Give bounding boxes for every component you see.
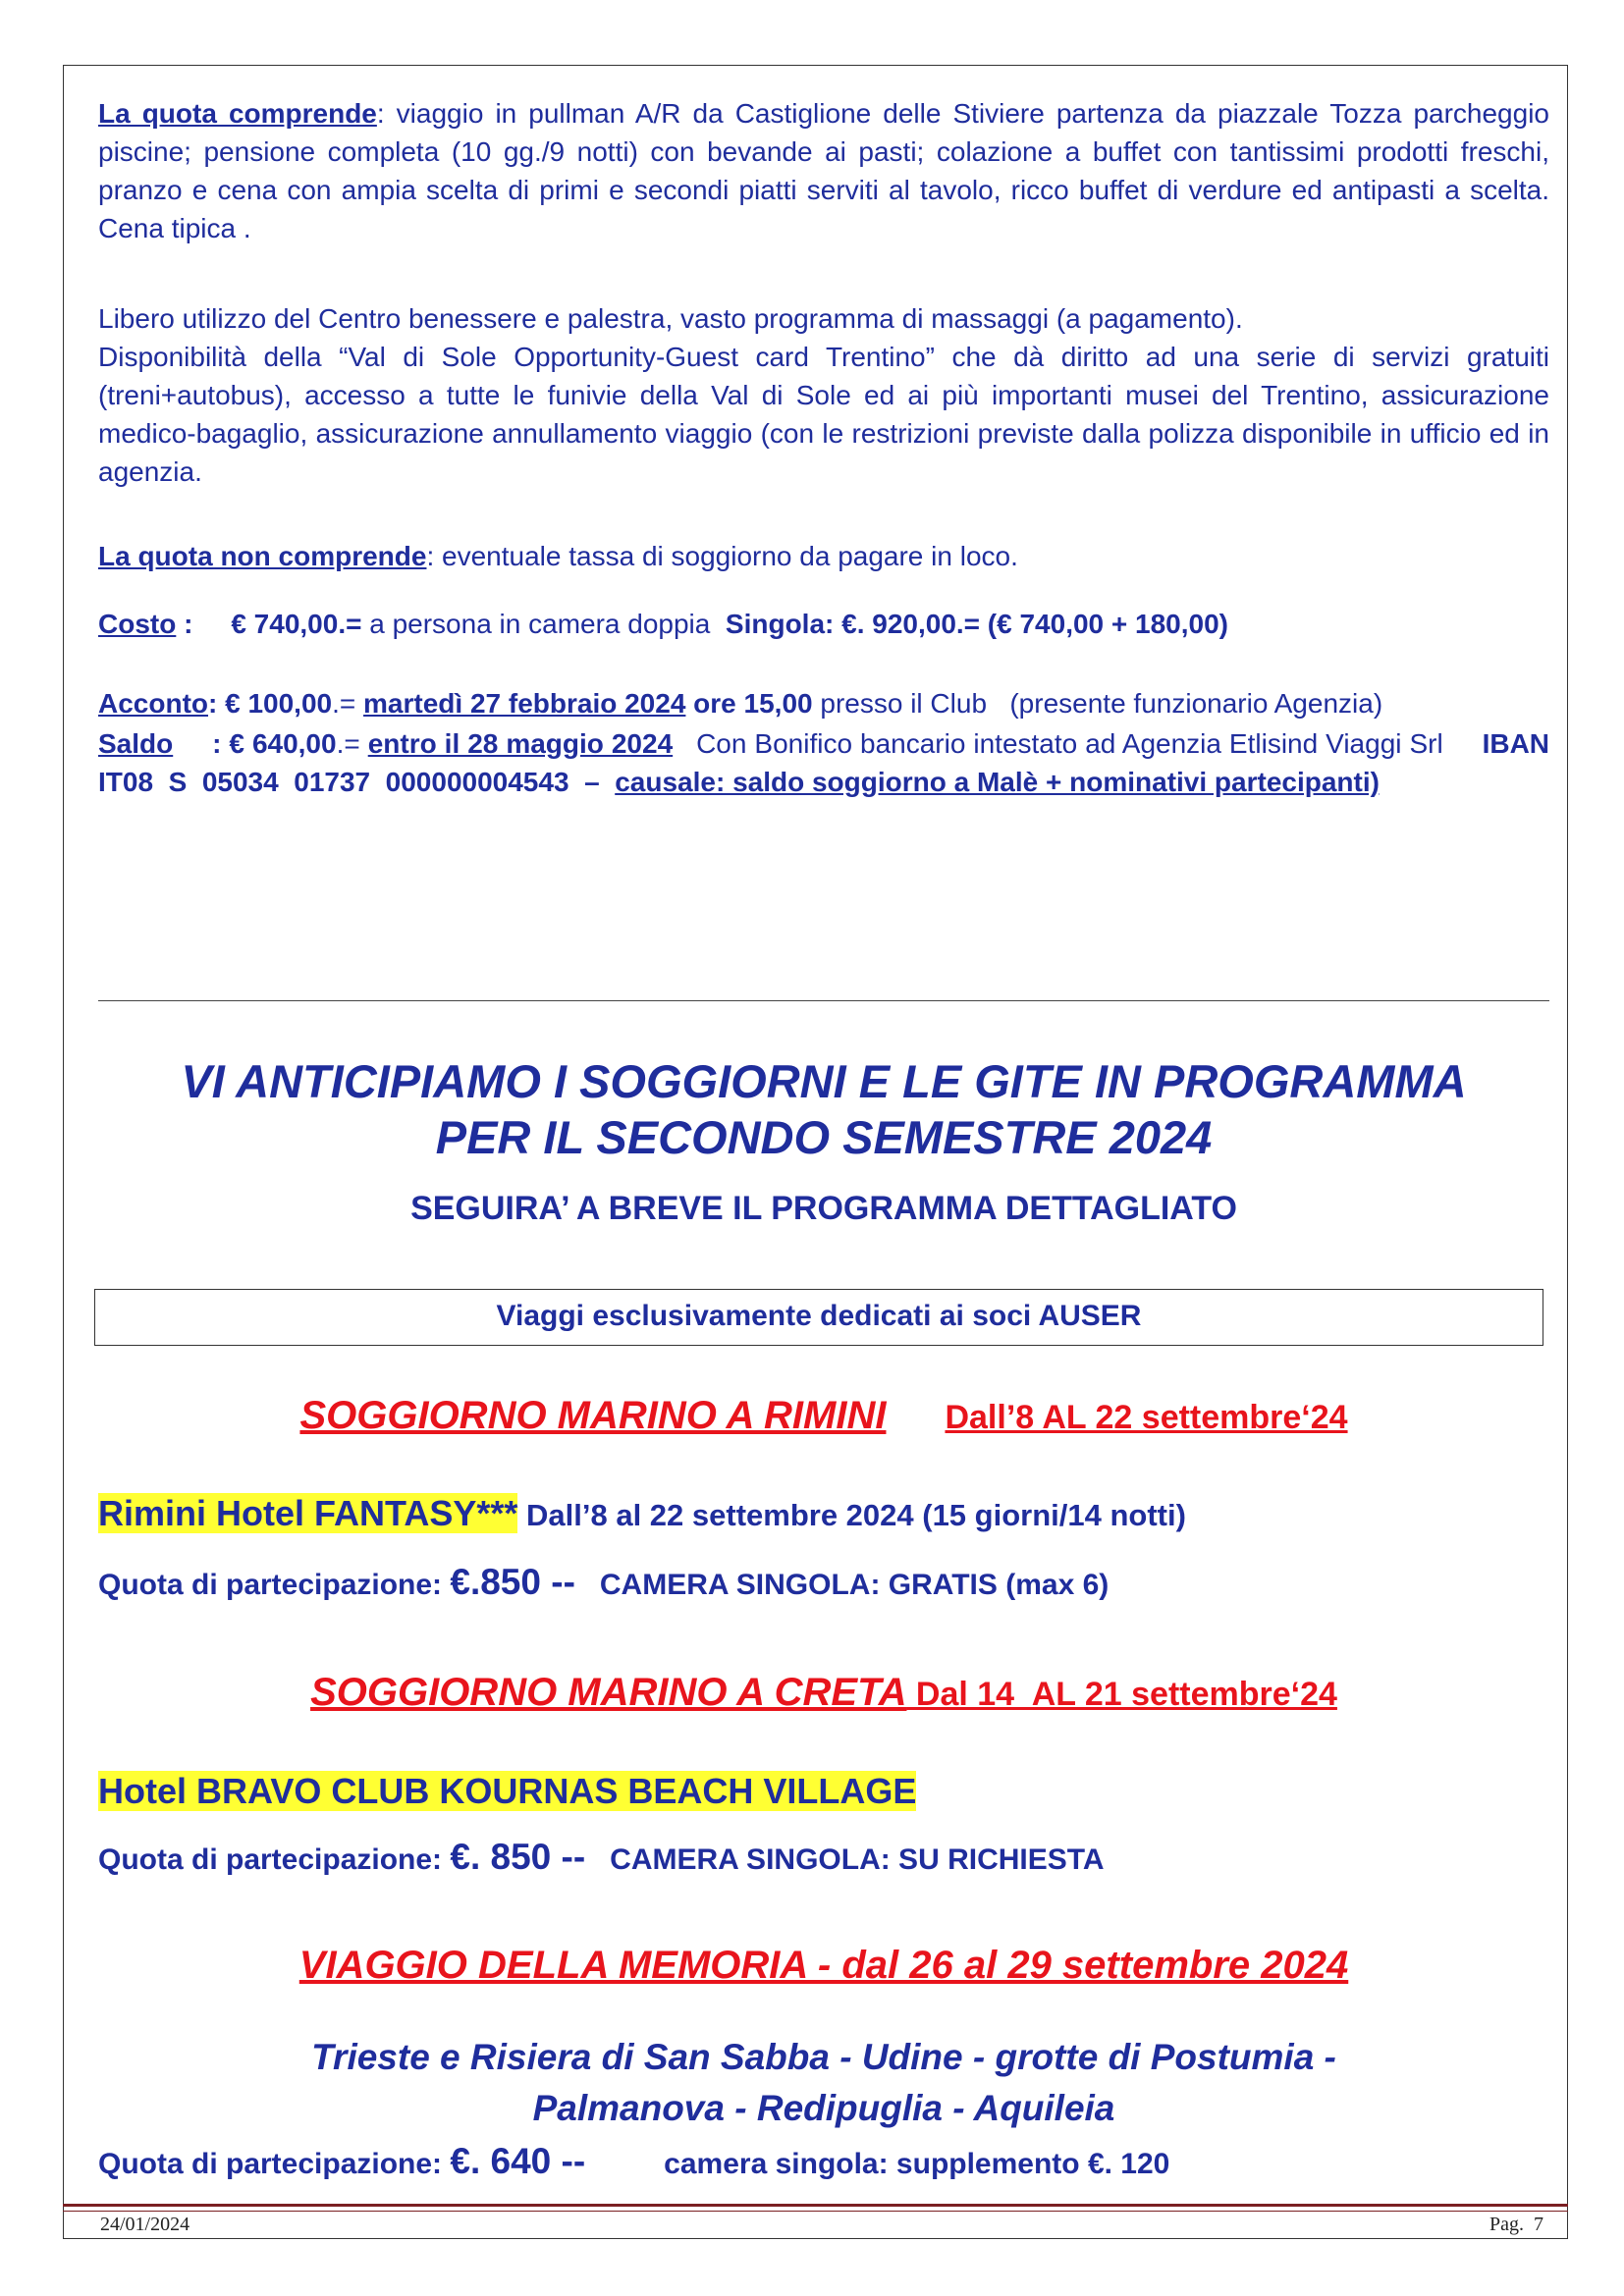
creta-heading xyxy=(98,1668,1549,1719)
creta-hotel: Hotel BRAVO CLUB KOURNAS BEACH VILLAGE xyxy=(98,1771,917,1811)
memoria-route-line2: Palmanova - Redipuglia - Aquileia xyxy=(532,2088,1115,2128)
wellness-paragraph xyxy=(98,299,1549,491)
excludes-paragraph xyxy=(98,537,1549,575)
cost-single: Singola: €. 920,00.= (€ 740,00 + 180,00) xyxy=(725,609,1228,639)
creta-quota-line xyxy=(98,1837,1549,1881)
memoria-route-line1: Trieste e Risiera di San Sabba - Udine - grotte di Postumia - xyxy=(311,2037,1336,2077)
cost-line xyxy=(98,605,1549,643)
balance-suffix: .= xyxy=(336,728,368,759)
deposit-rest: presso il Club (presente funzionario Agenzia) xyxy=(812,688,1383,719)
balance-causale: causale: saldo soggiorno a Malè + nominativi partecipanti) xyxy=(615,767,1380,797)
rimini-hotel-dates: Dall’8 al 22 settembre 2024 (15 giorni/14 notti) xyxy=(517,1498,1186,1532)
rimini-quota-line xyxy=(98,1562,1549,1606)
includes-paragraph xyxy=(98,94,1549,247)
excludes-label: La quota non comprende xyxy=(98,541,427,571)
rimini-dates: Dall’8 AL 22 settembre‘24 xyxy=(945,1399,1348,1436)
cost-sep: : xyxy=(176,609,232,639)
creta-quota-label: Quota di partecipazione: xyxy=(98,1843,451,1876)
creta-quota-value: €. 850 -- xyxy=(450,1837,586,1877)
rimini-quota-value: €.850 -- xyxy=(450,1562,575,1602)
cost-price: € 740,00.= xyxy=(231,609,362,639)
announce-line1: VI ANTICIPIAMO I SOGGIORNI E LE GITE IN PROGRAMMA xyxy=(181,1055,1467,1107)
memoria-quota-label: Quota di partecipazione: xyxy=(98,2148,451,2180)
cost-desc: a persona in camera doppia xyxy=(361,609,726,639)
memoria-single: camera singola: supplemento €. 120 xyxy=(664,2148,1170,2180)
auser-box: Viaggi esclusivamente dedicati ai soci AUSER xyxy=(94,1289,1543,1346)
creta-hotel-line xyxy=(98,1770,1549,1813)
creta-title: SOGGIORNO MARINO A CRETA xyxy=(310,1671,907,1714)
rimini-hotel: Rimini Hotel FANTASY*** xyxy=(98,1493,518,1533)
memoria-quota-value: €. 640 -- xyxy=(450,2141,586,2181)
balance-date: entro il 28 maggio 2024 xyxy=(367,728,674,759)
announce-heading xyxy=(98,1053,1549,1165)
memoria-quota-line xyxy=(98,2141,1549,2185)
excludes-text: : eventuale tassa di soggiorno da pagare in loco. xyxy=(426,541,1018,571)
balance-amount: : € 640,00 xyxy=(173,728,337,759)
footer-rule-thin xyxy=(63,2211,1568,2212)
deposit-time: ore 15,00 xyxy=(685,688,813,719)
cost-label: Costo xyxy=(98,609,177,639)
rimini-hotel-line xyxy=(98,1493,1549,1536)
separator-line xyxy=(98,1000,1549,1001)
announce-line2: PER IL SECONDO SEMESTRE 2024 xyxy=(435,1111,1213,1163)
deposit-amount: : € 100,00 xyxy=(208,688,333,719)
rimini-heading xyxy=(98,1391,1549,1442)
rimini-single: CAMERA SINGOLA: GRATIS (max 6) xyxy=(574,1569,1110,1601)
announce-subheading: SEGUIRA’ A BREVE IL PROGRAMMA DETTAGLIATO xyxy=(410,1190,1237,1227)
wellness-line2: Disponibilità della “Val di Sole Opportunity-Guest card Trentino” che dà diritto ad una serie di servizi gratuiti (treni+autobus), accesso a tutte le funivie della Val di Sole ed ai più importanti musei del Trentino, assicurazione medico-bagaglio, assicurazione annullamento viaggio (con le restrizioni previste dalla polizza disponibile in ufficio ed in agenzia. xyxy=(98,342,1549,487)
balance-iban: IBAN IT08 S 05034 01737 000000004543 – xyxy=(98,728,1573,797)
balance-paragraph xyxy=(98,724,1573,801)
deposit-suffix: .= xyxy=(332,688,364,719)
balance-label: Saldo xyxy=(98,728,174,759)
wellness-line1: Libero utilizzo del Centro benessere e palestra, vasto programma di massaggi (a pagamento). xyxy=(98,303,1243,334)
deposit-line xyxy=(98,684,1549,722)
balance-rest: Con Bonifico bancario intestato ad Agenzia Etlisind Viaggi Srl xyxy=(673,728,1483,759)
creta-dates: Dal 14 AL 21 settembre‘24 xyxy=(906,1676,1337,1713)
includes-text: : viaggio in pullman A/R da Castiglione delle Stiviere partenza da piazzale Tozza parcheggio piscine; pensione completa (10 gg./9 notti) con bevande ai pasti; colazione a buffet con tantissimi prodotti freschi, pranzo e cena con ampia scelta di primi e secondi piatti serviti al tavolo, ricco buffet di verdure ed antipasti a scelta. Cena tipica . xyxy=(98,98,1549,243)
rimini-title: SOGGIORNO MARINO A RIMINI xyxy=(299,1394,887,1437)
footer-date: 24/01/2024 xyxy=(100,2214,190,2235)
footer-rule xyxy=(63,2204,1568,2207)
memoria-title: VIAGGIO DELLA MEMORIA - dal 26 al 29 settembre 2024 xyxy=(298,1944,1349,1987)
deposit-label: Acconto xyxy=(98,688,208,719)
deposit-date: martedì 27 febbraio 2024 xyxy=(363,688,686,719)
footer-page-number: Pag. 7 xyxy=(1489,2214,1543,2235)
rimini-quota-label: Quota di partecipazione: xyxy=(98,1569,451,1601)
memoria-route xyxy=(98,2032,1549,2134)
includes-label: La quota comprende xyxy=(98,98,377,129)
creta-single: CAMERA SINGOLA: SU RICHIESTA xyxy=(585,1843,1105,1876)
